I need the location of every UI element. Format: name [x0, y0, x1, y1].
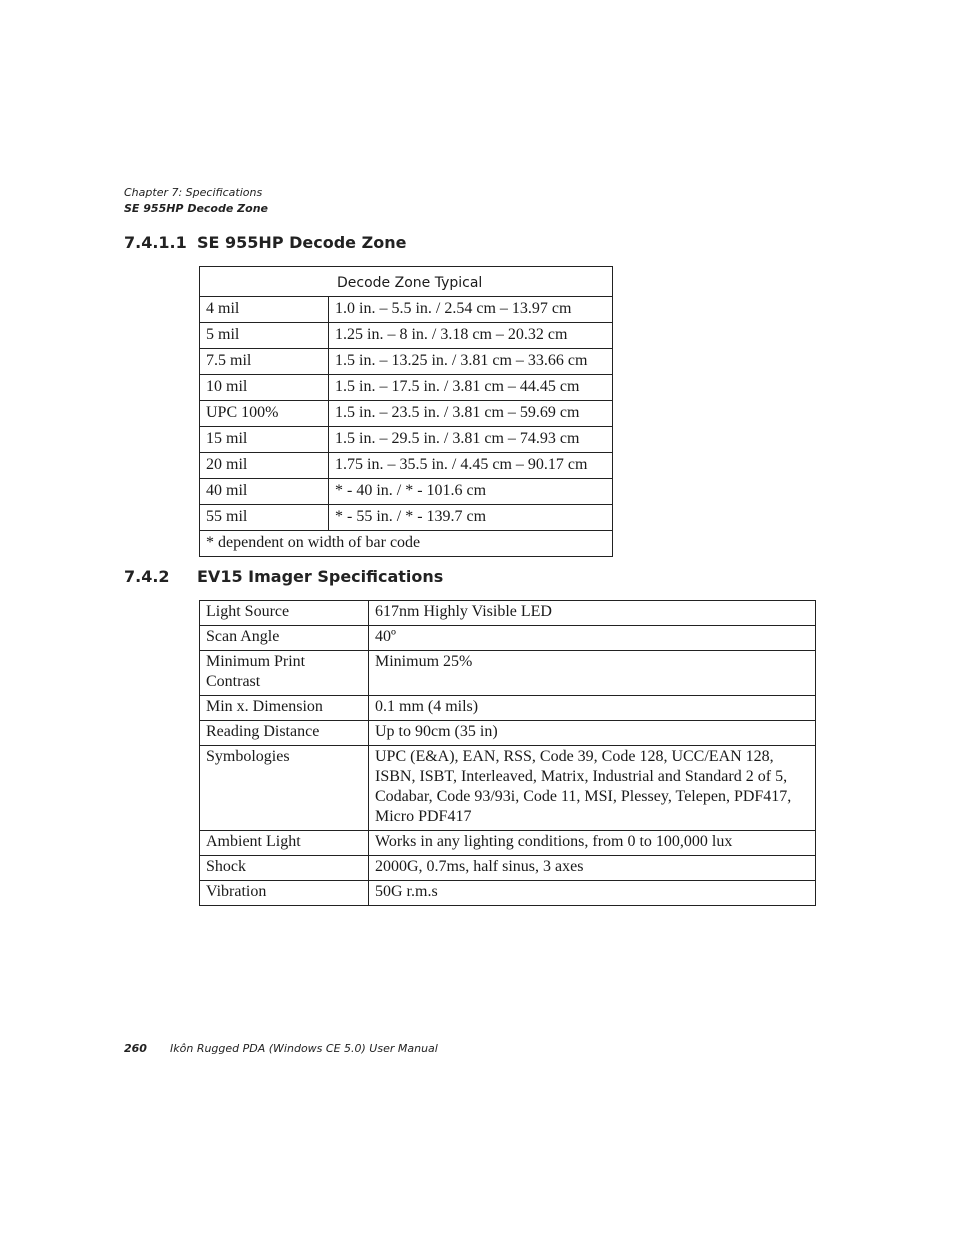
row-value: 1.0 in. – 5.5 in. / 2.54 cm – 13.97 cm	[329, 297, 613, 323]
row-label: 4 mil	[200, 297, 329, 323]
table-row	[200, 696, 816, 721]
table-row	[200, 427, 613, 453]
row-value: 2000G, 0.7ms, half sinus, 3 axes	[369, 856, 816, 881]
row-label: 5 mil	[200, 323, 329, 349]
row-label: Ambient Light	[200, 831, 369, 856]
table-row	[200, 349, 613, 375]
row-label: Minimum Print Contrast	[200, 651, 369, 696]
running-head-section: SE 955HP Decode Zone	[124, 202, 268, 215]
table-row	[200, 401, 613, 427]
table-footnote-row	[200, 531, 613, 557]
row-label: Vibration	[200, 881, 369, 906]
row-label: Shock	[200, 856, 369, 881]
table-header	[200, 267, 613, 297]
section-title: EV15 Imager Specifications	[197, 567, 444, 586]
section-number: 7.4.1.1	[124, 233, 187, 252]
row-value: 50G r.m.s	[369, 881, 816, 906]
row-label: 55 mil	[200, 505, 329, 531]
running-head-chapter: Chapter 7: Specifications	[124, 186, 263, 199]
row-value: 1.5 in. – 23.5 in. / 3.81 cm – 59.69 cm	[329, 401, 613, 427]
row-value: 1.5 in. – 13.25 in. / 3.81 cm – 33.66 cm	[329, 349, 613, 375]
row-label: 10 mil	[200, 375, 329, 401]
row-value: 0.1 mm (4 mils)	[369, 696, 816, 721]
table-row	[200, 505, 613, 531]
table-footnote: * dependent on width of bar code	[200, 531, 613, 557]
row-label: 40 mil	[200, 479, 329, 505]
row-label: 15 mil	[200, 427, 329, 453]
table-row	[200, 881, 816, 906]
ev15-spec-table	[199, 600, 816, 906]
row-value: 1.75 in. – 35.5 in. / 4.45 cm – 90.17 cm	[329, 453, 613, 479]
table-row	[200, 856, 816, 881]
page-footer	[124, 1042, 438, 1055]
table-row	[200, 297, 613, 323]
row-value: Works in any lighting conditions, from 0 to 100,000 lux	[369, 831, 816, 856]
row-value: 1.25 in. – 8 in. / 3.18 cm – 20.32 cm	[329, 323, 613, 349]
row-value: * - 55 in. / * - 139.7 cm	[329, 505, 613, 531]
row-label: 7.5 mil	[200, 349, 329, 375]
row-label: Min x. Dimension	[200, 696, 369, 721]
table-row	[200, 323, 613, 349]
row-label: 20 mil	[200, 453, 329, 479]
table-header-label: Decode Zone Typical	[337, 275, 483, 291]
row-label: Reading Distance	[200, 721, 369, 746]
table-row	[200, 746, 816, 831]
row-label: Symbologies	[200, 746, 369, 831]
row-value: 617nm Highly Visible LED	[369, 601, 816, 626]
table-row	[200, 479, 613, 505]
row-value: UPC (E&A), EAN, RSS, Code 39, Code 128, UCC/EAN 128, ISBN, ISBT, Interleaved, Matrix, Industrial and Standard 2 of 5, Codabar, Code 93/93i, Code 11, MSI, Plessey, Telepen, PDF417, Micro PDF417	[369, 746, 816, 831]
manual-title: Ikôn Rugged PDA (Windows CE 5.0) User Manual	[170, 1042, 438, 1055]
table-row	[200, 601, 816, 626]
section-number: 7.4.2	[124, 567, 170, 586]
decode-zone-table	[199, 266, 613, 557]
table-header-row	[200, 267, 613, 297]
row-value: Minimum 25%	[369, 651, 816, 696]
row-label: UPC 100%	[200, 401, 329, 427]
section-title: SE 955HP Decode Zone	[197, 233, 407, 252]
running-head	[124, 185, 268, 217]
section-heading-ev15-specs	[124, 567, 443, 586]
row-value: Up to 90cm (35 in)	[369, 721, 816, 746]
row-value: * - 40 in. / * - 101.6 cm	[329, 479, 613, 505]
row-value: 1.5 in. – 29.5 in. / 3.81 cm – 74.93 cm	[329, 427, 613, 453]
row-value: 1.5 in. – 17.5 in. / 3.81 cm – 44.45 cm	[329, 375, 613, 401]
section-heading-decode-zone	[124, 233, 406, 252]
page-number: 260	[124, 1042, 147, 1055]
row-value: 40º	[369, 626, 816, 651]
table-row	[200, 375, 613, 401]
row-label: Light Source	[200, 601, 369, 626]
table-row	[200, 626, 816, 651]
table-row	[200, 453, 613, 479]
table-row	[200, 651, 816, 696]
table-row	[200, 721, 816, 746]
row-label: Scan Angle	[200, 626, 369, 651]
table-row	[200, 831, 816, 856]
